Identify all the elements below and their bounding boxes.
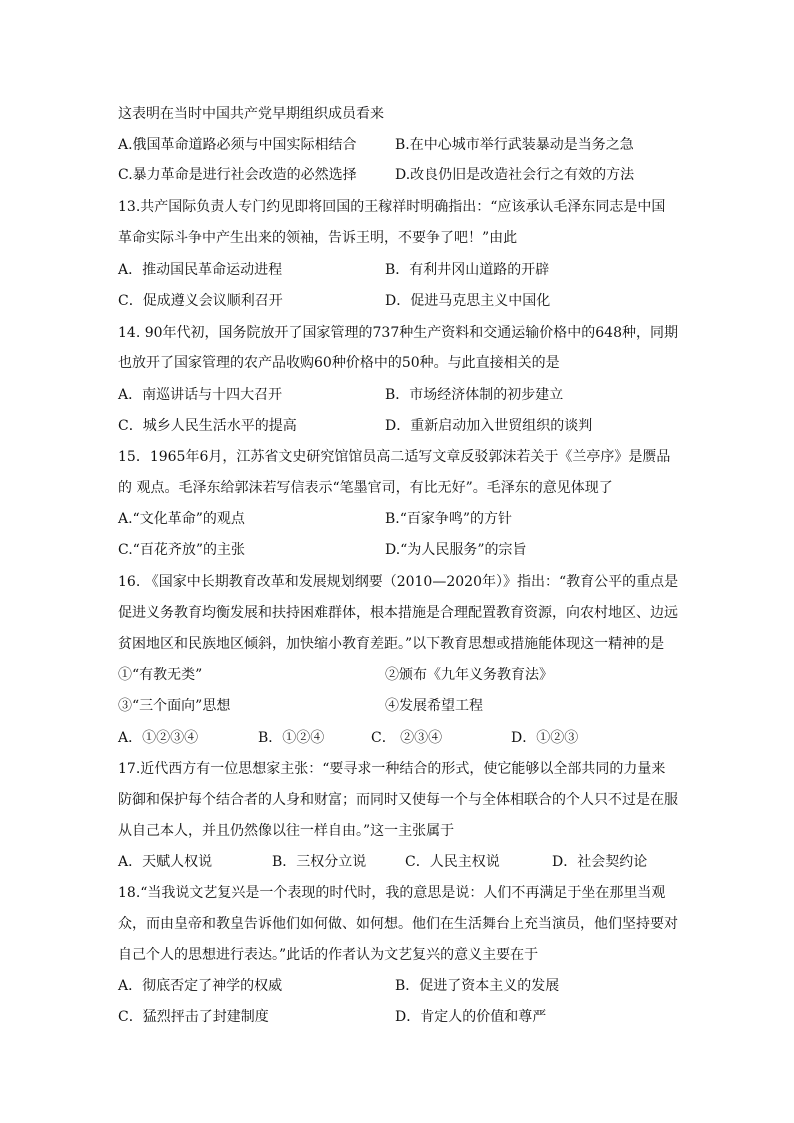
q15-option-c: C.“百花齐放”的主张 bbox=[118, 542, 245, 558]
q12-option-d: D.改良仍旧是改造社会行之有效的方法 bbox=[395, 167, 635, 183]
q13-stem-line: 13.共产国际负责人专门约见即将回国的王稼祥时明确指出：“应该承认毛泽东同志是中国 bbox=[118, 199, 666, 215]
q15-stem-line: 的 观点。毛泽东给郭沫若写信表示“笔墨官司，有比无好”。毛泽东的意见体现了 bbox=[118, 480, 613, 496]
q16-item-3: ③“三个面向”思想 bbox=[118, 698, 231, 714]
q17-stem-line: 防御和保护每个结合者的人身和财富；而同时又使每一个与全体相联合的个人只不过是在服 bbox=[118, 792, 678, 808]
q17-stem-line: 17.近代西方有一位思想家主张：“要寻求一种结合的形式，使它能够以全部共同的力量来 bbox=[118, 761, 666, 777]
q13-stem-line: 革命实际斗争中产生出来的领袖，告诉王明，不要争了吧！”由此 bbox=[118, 230, 518, 246]
q17-option-b: B．三权分立说 bbox=[272, 854, 367, 870]
q14-option-d: D．重新启动加入世贸组织的谈判 bbox=[385, 418, 593, 434]
q16-option-b: B．①②④ bbox=[258, 730, 325, 746]
q18-option-b: B．促进了资本主义的发展 bbox=[395, 978, 560, 994]
q16-item-2: ②颁布《九年义务教育法》 bbox=[385, 667, 553, 683]
q16-option-a: A．①②③④ bbox=[118, 730, 199, 746]
q17-option-c: C．人民主权说 bbox=[405, 854, 500, 870]
q15-option-a: A.“文化革命”的观点 bbox=[118, 511, 245, 527]
q12-option-a: A.俄国革命道路必须与中国实际相结合 bbox=[118, 137, 357, 153]
q14-option-a: A．南巡讲话与十四大召开 bbox=[118, 387, 283, 403]
q18-option-d: D．肯定人的价值和尊严 bbox=[395, 1009, 547, 1025]
q18-stem-line: 18.“当我说文艺复兴是一个表现的时代时，我的意思是说：人们不再满足于坐在那里当观 bbox=[118, 885, 666, 901]
q14-option-c: C．城乡人民生活水平的提高 bbox=[118, 418, 297, 434]
q16-option-d: D．①②③ bbox=[511, 730, 579, 746]
q13-option-d: D．促进马克思主义中国化 bbox=[385, 293, 551, 309]
q15-option-b: B.“百家争鸣”的方针 bbox=[385, 511, 513, 527]
q16-stem-line: 贫困地区和民族地区倾斜，加快缩小教育差距。”以下教育思想或措施能体现这一精神的是 bbox=[118, 636, 665, 652]
q16-option-c: C． ②③④ bbox=[371, 730, 443, 746]
q13-option-b: B．有利井冈山道路的开辟 bbox=[385, 262, 550, 278]
q15-option-d: D.“为人民服务”的宗旨 bbox=[385, 542, 527, 558]
q16-stem-line: 16. 《国家中长期教育改革和发展规划纲要（2010—2020年）》指出：“教育公平的重点是 bbox=[118, 574, 679, 590]
q12-option-b: B.在中心城市举行武装暴动是当务之急 bbox=[395, 137, 634, 153]
q16-item-4: ④发展希望工程 bbox=[385, 698, 483, 714]
q17-option-d: D．社会契约论 bbox=[552, 854, 648, 870]
q18-option-c: C．猛烈抨击了封建制度 bbox=[118, 1009, 269, 1025]
intro-line: 这表明在当时中国共产党早期组织成员看来 bbox=[118, 106, 384, 122]
q16-item-1: ①“有教无类” bbox=[118, 667, 203, 683]
q14-option-b: B．市场经济体制的初步建立 bbox=[385, 387, 564, 403]
q17-stem-line: 从自己本人，并且仍然像以往一样自由。”这一主张属于 bbox=[118, 823, 455, 839]
q18-stem-line: 自己个人的思想进行表达。”此话的作者认为文艺复兴的意义主要在于 bbox=[118, 947, 539, 963]
q14-stem-line: 14. 90年代初，国务院放开了国家管理的737种生产资料和交通运输价格中的648种，同期 bbox=[118, 325, 678, 341]
q14-stem-line: 也放开了国家管理的农产品收购60种价格中的50种。与此直接相关的是 bbox=[118, 355, 560, 371]
q18-stem-line: 众，而由皇帝和教皇告诉他们如何做、如何想。他们在生活舞台上充当演员，他们坚持要对 bbox=[118, 916, 678, 932]
q13-option-a: A．推动国民革命运动进程 bbox=[118, 262, 283, 278]
q15-stem-line: 15．1965年6月，江苏省文史研究馆馆员高二适写文章反驳郭沫若关于《兰亭序》是赝品 bbox=[118, 449, 671, 465]
q17-option-a: A．天赋人权说 bbox=[118, 854, 213, 870]
q18-option-a: A．彻底否定了神学的权威 bbox=[118, 978, 283, 994]
q12-option-c: C.暴力革命是进行社会改造的必然选择 bbox=[118, 167, 357, 183]
q16-stem-line: 促进义务教育均衡发展和扶持困难群体，根本措施是合理配置教育资源，向农村地区、边远 bbox=[118, 605, 678, 621]
q13-option-c: C．促成遵义会议顺利召开 bbox=[118, 293, 283, 309]
